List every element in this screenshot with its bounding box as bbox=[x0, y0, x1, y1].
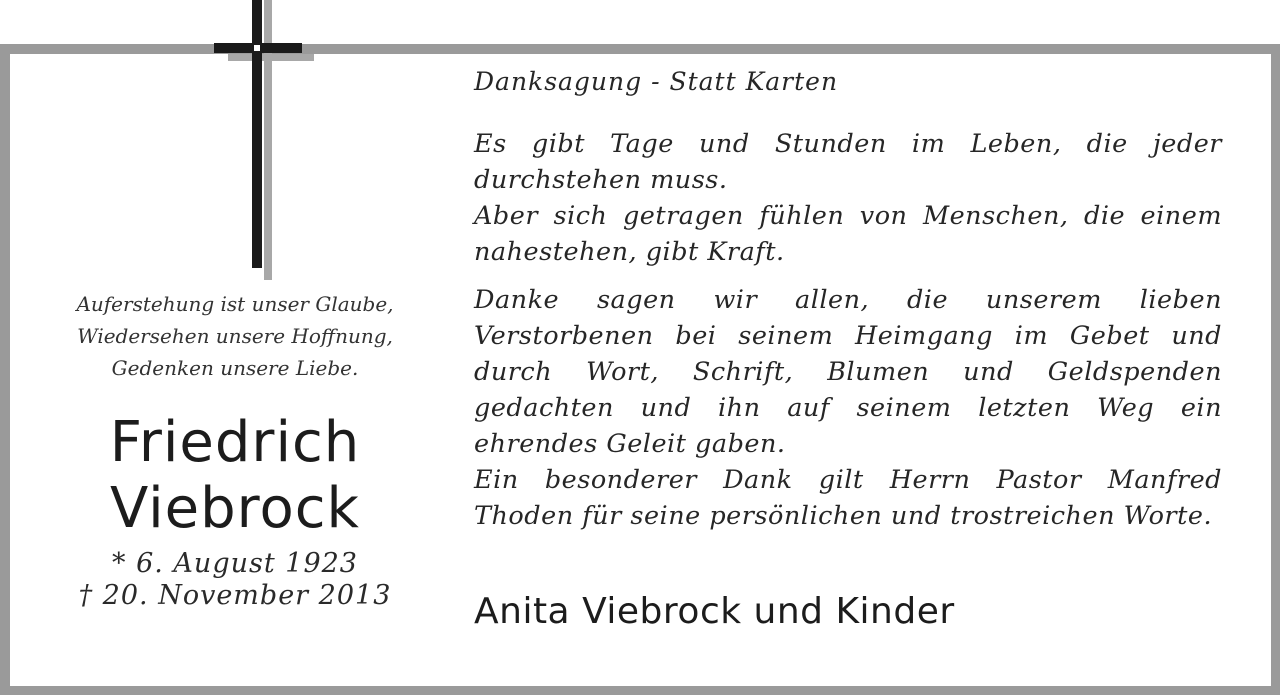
cross-icon bbox=[214, 0, 316, 280]
motto-line: Gedenken unsere Liebe. bbox=[111, 356, 359, 380]
last-name: Viebrock bbox=[110, 476, 360, 541]
birth-date: * 6. August 1923 bbox=[112, 548, 358, 579]
first-name: Friedrich bbox=[109, 410, 361, 475]
motto-line: Wiedersehen unsere Hoffnung, bbox=[77, 324, 393, 348]
motto bbox=[20, 288, 450, 384]
paragraph-1 bbox=[474, 126, 1222, 270]
signature: Anita Viebrock und Kinder bbox=[474, 591, 955, 632]
paragraph-sentence: Aber sich getragen fühlen von Menschen, die einem nahestehen, gibt Kraft. bbox=[474, 201, 1222, 267]
paragraph-sentence: Danke sagen wir allen, die unserem lieben Verstorbenen bei seinem Heimgang im Gebet und durch Wort, Schrift, Blumen und Geldspenden gedachten und ihn auf seinem letzten Weg ein ehrendes Geleit gaben. bbox=[474, 285, 1222, 459]
paragraph-2 bbox=[474, 282, 1222, 534]
paragraph-sentence: Ein besonderer Dank gilt Herrn Pastor Manfred Thoden für seine persönlichen und trostreichen Worte. bbox=[474, 465, 1222, 531]
notice-heading: Danksagung - Statt Karten bbox=[474, 67, 839, 96]
death-date: † 20. November 2013 bbox=[78, 580, 392, 611]
motto-line: Auferstehung ist unser Glaube, bbox=[76, 292, 394, 316]
paragraph-sentence: Es gibt Tage und Stunden im Leben, die jeder durchstehen muss. bbox=[474, 129, 1222, 195]
deceased-name bbox=[20, 410, 450, 542]
life-dates bbox=[20, 548, 450, 612]
